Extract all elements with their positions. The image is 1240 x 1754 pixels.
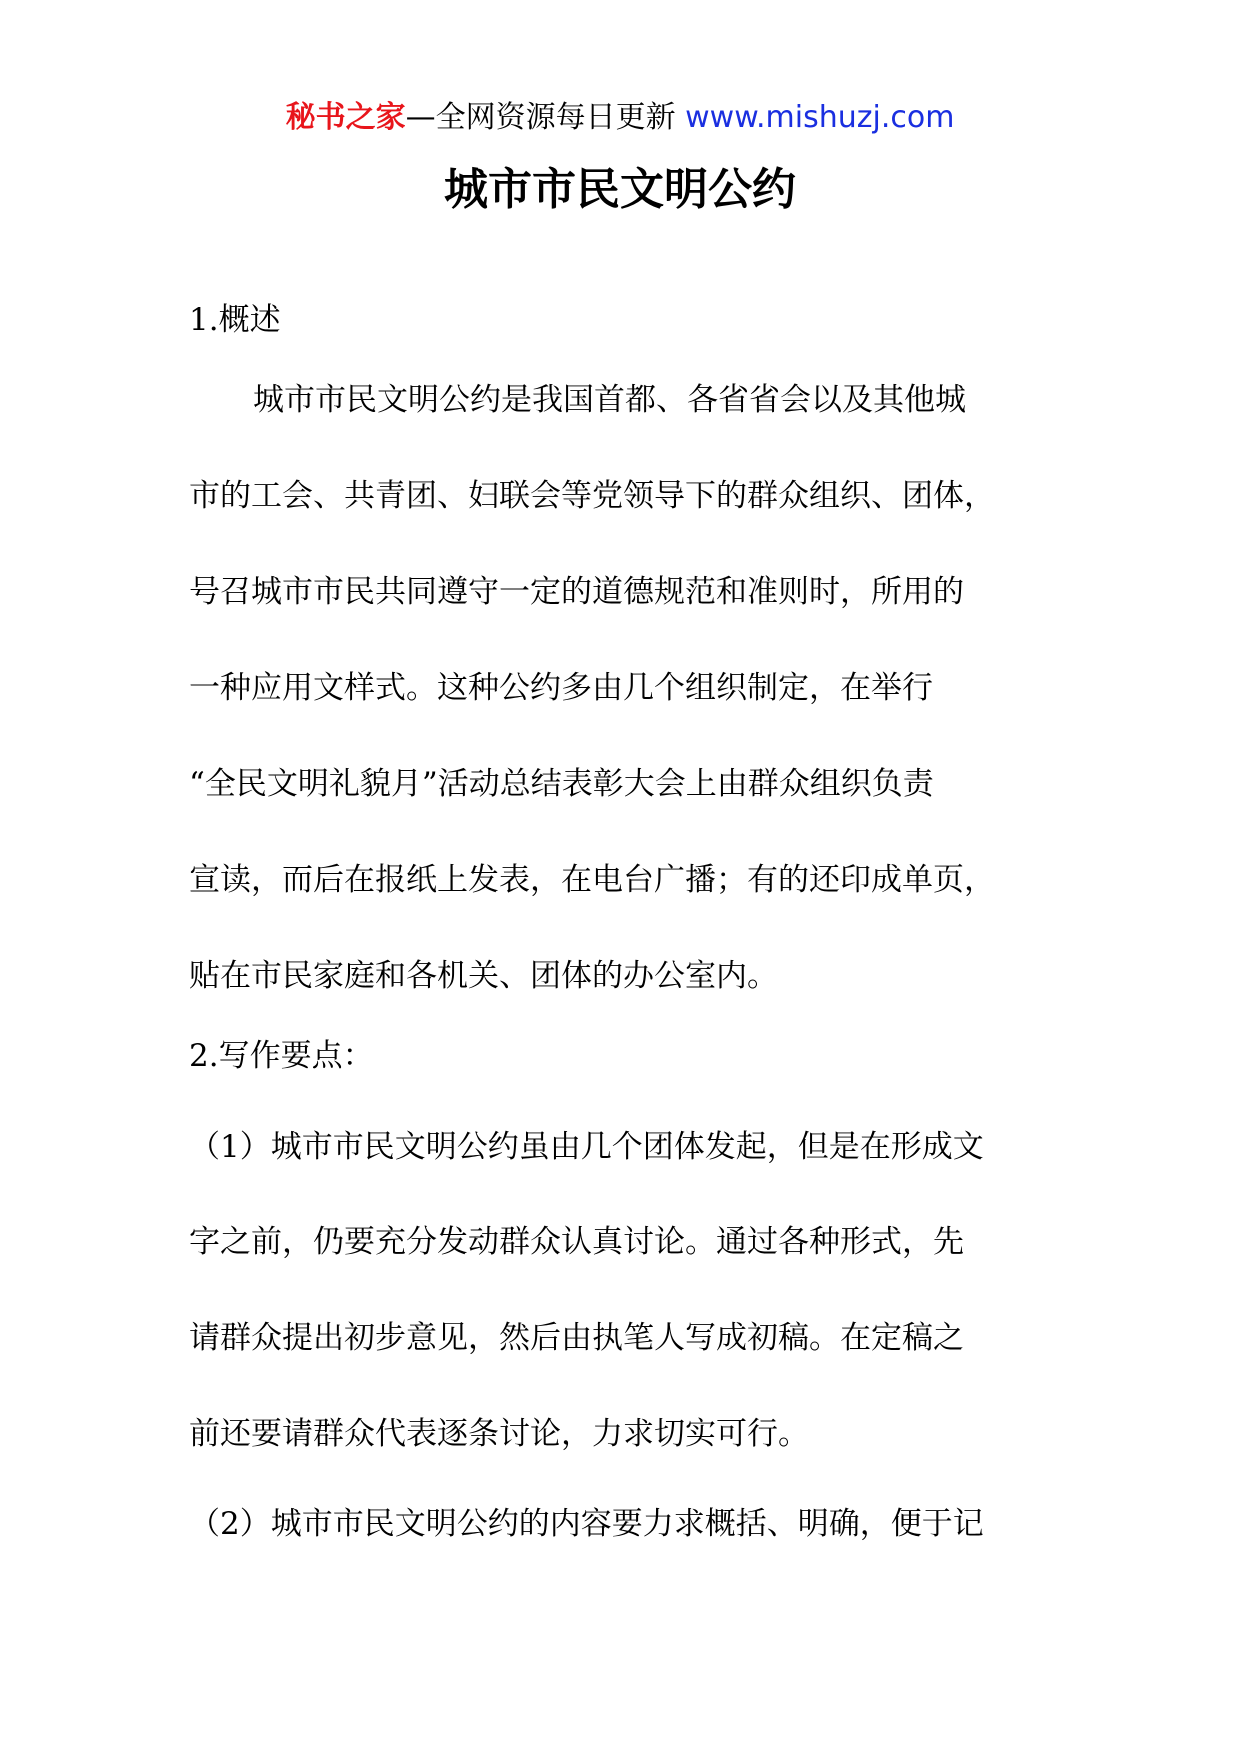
site-tagline: —全网资源每日更新 [405,100,676,135]
site-header [0,98,1240,138]
point-2-line: （2）城市市民文明公约的内容要力求概括、明确，便于记 [189,1506,984,1542]
site-brand: 秘书之家 [285,100,406,135]
site-url-link[interactable]: www.mishuzj.com [685,100,955,135]
paragraph-line: “全民文明礼貌月”活动总结表彰大会上由群众组织负责 [189,766,934,802]
paragraph-line: 贴在市民家庭和各机关、团体的办公室内。 [189,958,778,994]
paragraph-line: 号召城市市民共同遵守一定的道德规范和准则时，所用的 [189,574,964,610]
point-1-line: （1）城市市民文明公约虽由几个团体发起，但是在形成文 [189,1129,984,1165]
section-1-heading: 1.概述 [189,302,281,338]
point-1-line: 字之前，仍要充分发动群众认真讨论。通过各种形式，先 [189,1224,964,1260]
paragraph-line: 城市市民文明公约是我国首都、各省省会以及其他城 [253,382,966,418]
section-2-heading: 2.写作要点： [189,1038,374,1074]
document-title: 城市市民文明公约 [444,164,796,215]
paragraph-line: 市的工会、共青团、妇联会等党领导下的群众组织、团体， [189,478,995,514]
paragraph-line: 宣读，而后在报纸上发表，在电台广播；有的还印成单页， [189,862,995,898]
paragraph-line: 一种应用文样式。这种公约多由几个组织制定，在举行 [189,670,933,706]
point-1-line: 请群众提出初步意见，然后由执笔人写成初稿。在定稿之 [189,1320,964,1356]
point-1-line: 前还要请群众代表逐条讨论，力求切实可行。 [189,1416,809,1452]
